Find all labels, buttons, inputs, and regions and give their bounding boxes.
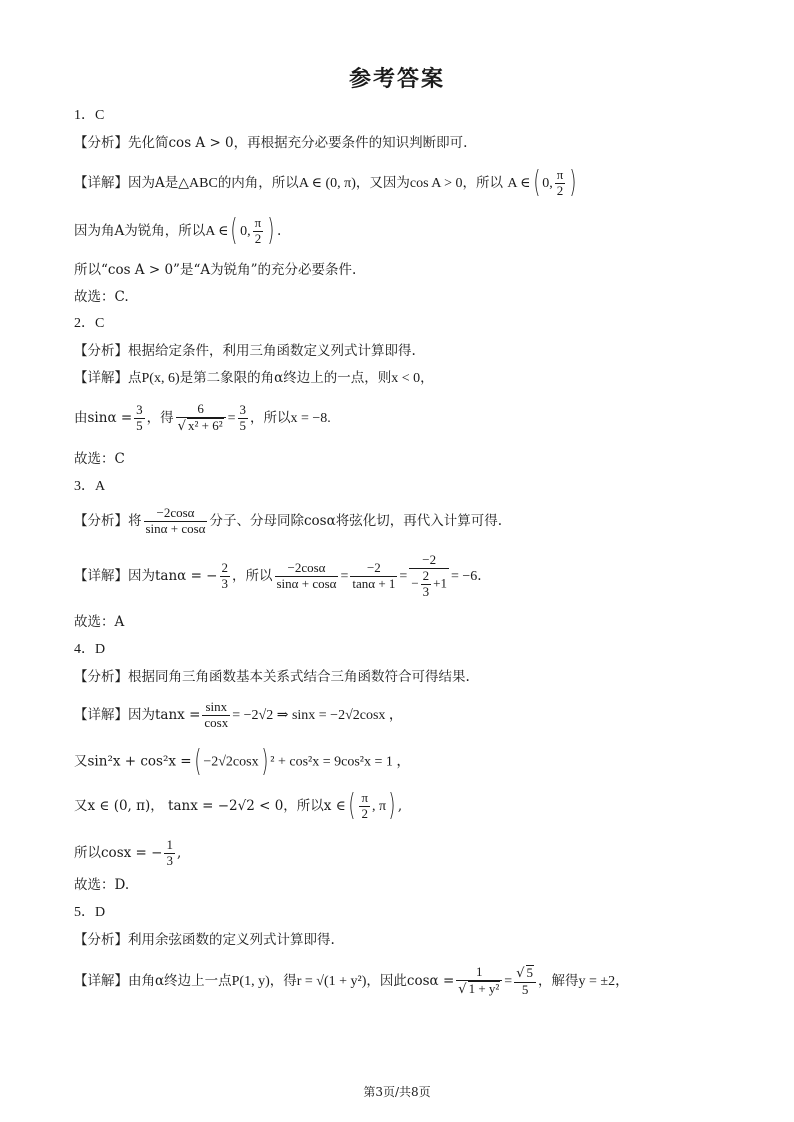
denominator xyxy=(176,417,226,435)
q4-line3 xyxy=(74,788,403,824)
sqrt-sign: √ xyxy=(177,418,186,434)
q5-detail-b: ，得 xyxy=(269,972,297,989)
denominator: 2 xyxy=(253,231,264,247)
sqrt-content: x² + 6² xyxy=(187,417,223,433)
denominator: 3 xyxy=(166,852,173,868)
q5-point: P(1, y) xyxy=(231,973,270,989)
equals-sign: = xyxy=(340,568,349,584)
q1-set2-zero: 0, xyxy=(542,175,553,191)
sqrt-sign: √ xyxy=(458,981,467,997)
q2-condition: x < 0 xyxy=(391,371,421,386)
q4-line4 xyxy=(74,838,181,869)
q5-detail-d: ，解得 xyxy=(538,972,579,989)
page-footer: 第3页/共8页 xyxy=(363,1085,431,1099)
numerator: −2 xyxy=(366,559,381,575)
fraction xyxy=(555,168,566,199)
fraction xyxy=(514,965,536,998)
q1-line2 xyxy=(74,213,282,249)
denominator: 5 xyxy=(514,982,536,998)
denominator: 5 xyxy=(136,417,143,433)
q2-line2 xyxy=(74,402,331,435)
denominator: 2 xyxy=(359,806,370,822)
sqrt-sign: √ xyxy=(516,966,525,981)
q3-detail-a: 【详解】因为tanα = − xyxy=(74,567,218,584)
fraction xyxy=(409,553,449,600)
q1-line2-zero: 0, xyxy=(240,223,251,239)
q3-analysis xyxy=(74,506,502,537)
sqrt-content: 1 + y² xyxy=(468,980,500,996)
equals-sign: = xyxy=(399,568,408,584)
denominator: 5 xyxy=(239,417,247,433)
left-paren: ( xyxy=(532,165,540,201)
q1-detail-mid1: 的内角，所以 xyxy=(217,174,299,191)
q4-line3-end: , xyxy=(397,797,403,814)
q1-triangle: △ABC xyxy=(178,175,218,191)
q1-detail-mid2: ，又因为 xyxy=(355,174,410,191)
equals-sign: = xyxy=(227,410,236,426)
q1-line2-set: A ∈ xyxy=(205,223,229,239)
fraction xyxy=(350,561,397,592)
numerator xyxy=(514,965,536,982)
q2-line2-b: ，得 xyxy=(146,409,174,426)
right-paren: ) xyxy=(569,165,577,201)
q5-analysis: 【分析】利用余弦函数的定义列式计算即得. xyxy=(74,932,335,948)
q1-set2-lead: A ∈ xyxy=(507,175,531,191)
fraction xyxy=(202,700,230,731)
q3-analysis-a: 【分析】将 xyxy=(74,512,142,529)
q4-line2-c: ² + cos²x = 9cos²x = 1 ， xyxy=(270,754,411,770)
denominator: 2 xyxy=(555,183,566,199)
fraction xyxy=(176,402,226,435)
fraction xyxy=(134,403,145,434)
q1-analysis: 【分析】先化简cos A > 0，再根据充分必要条件的知识判断即可. xyxy=(74,135,468,151)
fraction xyxy=(253,216,264,247)
fraction xyxy=(238,403,249,434)
numerator: −2cosα xyxy=(156,505,195,520)
q5-number: 5．D xyxy=(74,905,106,920)
q4-detail-b: = −2√2 ⇒ sinx = −2√2cosx ， xyxy=(232,707,403,723)
q2-choice: 故选：C xyxy=(74,451,125,467)
numerator: 1 xyxy=(476,964,483,979)
q2-result: x = −8. xyxy=(290,410,331,426)
q5-detail-c: ，因此cosα = xyxy=(366,972,455,989)
left-paren: ( xyxy=(230,213,238,249)
numerator: 1 xyxy=(166,837,173,852)
right-paren: ) xyxy=(260,744,268,779)
denominator: sinα + cosα xyxy=(145,520,206,536)
numerator: 3 xyxy=(239,402,247,417)
q1-condition: cos A > 0 xyxy=(409,175,463,191)
q1-set1: A ∈ (0, π) xyxy=(298,175,356,191)
q3-detail-b: ，所以 xyxy=(232,567,273,584)
q4-line3-b: , π xyxy=(372,798,387,814)
denominator: 3 xyxy=(221,575,228,591)
q4-line2-a: 又sin²x + cos²x = xyxy=(74,753,192,770)
fraction xyxy=(164,838,175,869)
q4-line4-end: , xyxy=(176,844,182,861)
denominator: cosx xyxy=(204,714,229,730)
q2-detail-b: 是第二象限的角α终边上的一点，则 xyxy=(179,370,392,386)
q3-result: = −6 xyxy=(451,568,478,584)
numerator: 6 xyxy=(197,401,204,416)
q3-analysis-b: 分子、分母同除cosα将弦化切，再代入计算可得. xyxy=(209,512,502,529)
equals-sign: = xyxy=(504,973,513,989)
fraction xyxy=(421,569,432,600)
q5-detail-a: 【详解】由角α终边上一点 xyxy=(74,972,232,989)
q5-result: y = ±2， xyxy=(578,973,630,989)
q2-number: 2．C xyxy=(74,316,105,331)
fraction xyxy=(456,965,502,998)
denominator: sinα + cosα xyxy=(276,575,337,591)
q4-line4-a: 所以cosx = − xyxy=(74,844,163,861)
numerator: −2cosα xyxy=(287,559,326,575)
q4-analysis: 【分析】根据同角三角函数基本关系式结合三角函数符合可得结果. xyxy=(74,669,470,685)
plus-one: +1 xyxy=(433,575,447,591)
numerator: 2 xyxy=(422,567,430,583)
q4-detail xyxy=(74,700,403,731)
fraction xyxy=(359,791,370,822)
q1-detail xyxy=(74,165,579,201)
q3-detail-end: . xyxy=(477,567,482,584)
denominator xyxy=(456,980,502,998)
q4-detail-a: 【详解】因为tanx = xyxy=(74,706,201,723)
page-title: 参考答案 xyxy=(348,67,445,92)
q3-choice: 故选：A xyxy=(74,614,125,630)
left-paren: ( xyxy=(193,744,201,779)
q2-point: P(x, 6) xyxy=(141,371,180,386)
numerator: 3 xyxy=(136,402,143,417)
q2-detail xyxy=(74,370,434,388)
numerator: sinx xyxy=(205,699,228,714)
denominator: 3 xyxy=(422,583,430,599)
numerator: π xyxy=(556,167,564,182)
q2-detail-a: 【详解】点 xyxy=(74,370,142,386)
q2-detail-d: ， xyxy=(420,370,434,386)
q1-line2-end: . xyxy=(276,222,282,239)
q5-detail xyxy=(74,965,629,998)
fraction xyxy=(275,561,339,592)
denominator xyxy=(409,568,449,600)
q4-line3-a: 又x ∈ (0, π)， tanx = −2√2 < 0，所以x ∈ xyxy=(74,797,346,814)
q2-line2-a: 由sinα = xyxy=(74,409,133,426)
numerator: π xyxy=(254,215,262,230)
q1-detail-prefix: 【详解】因为A是 xyxy=(74,174,179,191)
q3-number: 3．A xyxy=(74,479,106,494)
fraction xyxy=(144,506,208,537)
sqrt-content: 5 xyxy=(526,965,533,980)
minus-sign: − xyxy=(411,575,419,591)
right-paren: ) xyxy=(267,213,275,249)
q2-analysis: 【分析】根据给定条件，利用三角函数定义列式计算即得. xyxy=(74,343,416,359)
numerator: 2 xyxy=(221,559,228,575)
left-paren: ( xyxy=(348,788,356,824)
q1-line2-text: 因为角A为锐角，所以 xyxy=(74,222,206,239)
q1-choice: 故选：C. xyxy=(74,289,129,305)
q1-detail-mid3: ，所以 xyxy=(462,174,504,191)
q2-line2-c: ，所以 xyxy=(250,409,291,426)
q1-conclusion: 所以“cos A > 0”是“A为锐角”的充分必要条件. xyxy=(74,262,357,278)
q5-radius: r = √(1 + y²) xyxy=(296,973,367,989)
q4-line2-b: −2√2cosx xyxy=(203,754,259,770)
numerator: π xyxy=(361,790,369,805)
right-paren: ) xyxy=(388,788,396,824)
q1-number: 1．C xyxy=(74,108,105,123)
q4-choice: 故选：D. xyxy=(74,877,130,893)
q4-number: 4．D xyxy=(74,642,106,657)
q3-detail xyxy=(74,553,482,600)
q4-line2 xyxy=(74,744,411,779)
numerator: −2 xyxy=(422,552,437,567)
denominator: tanα + 1 xyxy=(352,575,396,591)
fraction xyxy=(220,561,231,592)
